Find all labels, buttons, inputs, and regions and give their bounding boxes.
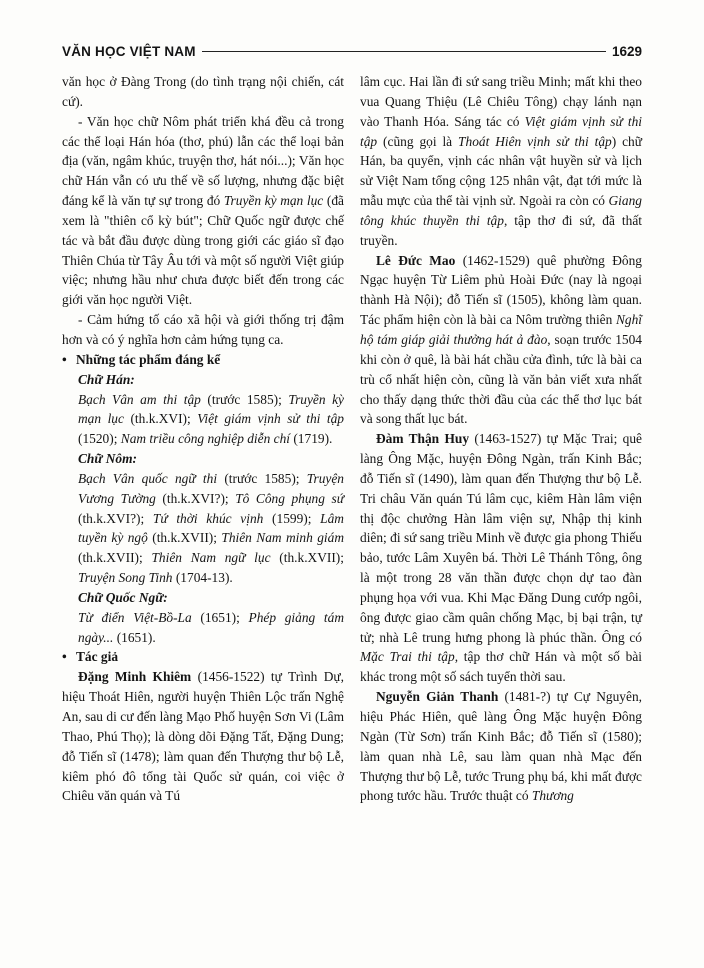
nom-heading: Chữ Nôm: — [78, 451, 137, 467]
page-number: 1629 — [611, 43, 642, 59]
author-entry: Đàm Thận Huy (1463-1527) tự Mặc Trai; quê làng Ông Mặc, huyện Đông Ngàn, trấn Kinh Bắc; đỗ Tiến sĩ (1490), làm quan đến Thượng thư bộ Lễ. Tri châu Văn quán Tú lâm cục, kiêm Hàn lâm viện thị độc chưởng Hàn lâm viện sự, Nhập thị kinh diên; đi sứ sang triều Minh về được gia phong Thiếu bảo, tước Lâm Xuyên bá. Thời Lê Thánh Tông, ông là một trong 28 văn thần được chọn dự tao đàn phụng họa với vua. Khi Mạc Đăng Dung cướp ngôi, ông được giao cầm quân chống Mạc, bị bại trận, tự tử; nhà Lê trung hưng phong là phúc thần. Ông có Mặc Trai thi tập, tập thơ chữ Hán và một số bài khác trong một số sách tuyển thời sau. — [360, 431, 642, 685]
authors-heading: • Tác giả — [62, 647, 344, 667]
paragraph: văn học ở Đàng Trong (do tình trạng nội chiến, cát cứ). — [62, 74, 344, 109]
running-title: VĂN HỌC VIỆT NAM — [62, 43, 196, 59]
paragraph: - Cảm hứng tố cáo xã hội và giới thống trị đậm hơn và có ý nghĩa hơn cảm hứng tụng ca. — [62, 312, 344, 347]
left-column — [62, 72, 344, 806]
author-entry: Đặng Minh Khiêm (1456-1522) tự Trình Dự, hiệu Thoát Hiên, người huyện Thiên Lộc trấn Nghệ An, sau di cư đến làng Mạo Phố huyện Sơn Vi (Lâm Thao, Phú Thọ); là dòng dõi Đặng Tất, Đặng Dung; đỗ Tiến sĩ (1478); làm quan đến Thượng thư bộ Lễ, kiêm phó đô tổng tài Quốc sử quán, coi việc ở Chiêu văn quán và Tú — [62, 669, 344, 804]
author-name: Đặng Minh Khiêm — [78, 669, 192, 685]
quoc-ngu-heading: Chữ Quốc Ngữ: — [78, 589, 168, 605]
han-heading: Chữ Hán: — [78, 371, 135, 387]
paragraph: lâm cục. Hai lần đi sứ sang triều Minh; mất khi theo vua Quang Thiệu (Lê Chiêu Tông) chạy lánh nạn vào Thanh Hóa. Sáng tác có Việt giám vịnh sử thi tập (cũng gọi là Thoát Hiên vịnh sử thi tập) chữ Hán, ba quyển, vịnh các nhân vật huyền sử và lịch sử Việt Nam tổng cộng 125 nhân vật, đạt tới mức là mẫu mực của thể tài vịnh sử. Ngoài ra còn có Giang tông khúc thuyền thi tập, tập thơ đi sứ, đã thất truyền. — [360, 74, 642, 248]
author-name: Đàm Thận Huy — [376, 431, 470, 447]
author-entry: Lê Đức Mao (1462-1529) quê phường Đông Ngạc huyện Từ Liêm phủ Hoài Đức (nay là ngoại thành Hà Nội); đỗ Tiến sĩ (1505), không làm quan. Tác phẩm hiện còn là bài ca Nôm trường thiên Nghĩ hộ tám giáp giải thưởng hát ả đào, soạn trước 1504 khi còn ở quê, là bài hát chầu cửa đình, tức là bài ca trù cổ nhất hiện còn, cũng là văn bản viết xưa nhất cho thấy dạng thức thời đầu của các thể thơ lục bát và song thất lục bát. — [360, 252, 643, 427]
running-header — [62, 40, 642, 62]
han-works-list: Bạch Vân am thi tập (trước 1585); Truyền kỳ mạn lục (th.k.XVI); Việt giám vịnh sử thi tập (1520); Nam triều công nghiệp diễn chí (1719). — [78, 391, 344, 447]
header-rule — [202, 51, 606, 52]
paragraph: - Văn học chữ Nôm phát triển khá đều cả trong các thể loại Hán hóa (thơ, phú) lẫn các thể loại bản địa (văn, ngâm khúc, truyện thơ, hát nói...); Văn học chữ Hán vẫn có ưu thế về số lượng, nhưng đặc biệt đáng kể là văn tự sự trong đó Truyền kỳ mạn lục (đã xem là "thiên cổ kỳ bút"; Chữ Quốc ngữ được chế tác và bắt đầu được dùng trong giới các giáo sĩ đạo Thiên Chúa từ Tây Âu tới và một số người Việt giúp việc; nhưng hầu như chưa được biết đến trong các giới văn học người Việt. — [62, 113, 344, 308]
author-name: Nguyễn Giản Thanh — [376, 689, 499, 705]
author-name: Lê Đức Mao — [376, 252, 456, 268]
author-entry: Nguyễn Giản Thanh (1481-?) tự Cự Nguyên, hiệu Phác Hiên, quê làng Ông Mặc huyện Đông Ngàn (Từ Sơn) trấn Kinh Bắc; đỗ Tiến sĩ (1580); làm quan nhà Lê, sau làm quan nhà Mạc đến Thượng thư bộ Lễ, tước Trung phụ bá, khi mất được phong tước hầu. Trước thuật có Thương — [360, 689, 642, 804]
works-heading: • Những tác phẩm đáng kể — [62, 350, 344, 370]
quoc-ngu-works-list: Từ điển Việt-Bồ-La (1651); Phép giảng tám ngày... (1651). — [78, 609, 344, 645]
right-column — [360, 72, 642, 806]
nom-works-list: Bạch Vân quốc ngữ thi (trước 1585); Truyện Vương Tường (th.k.XVI?); Tô Công phụng sứ (th.k.XVI?); Tứ thời khúc vịnh (1599); Lâm tuyền kỳ ngộ (th.k.XVII); Thiên Nam minh giám (th.k.XVII); Thiên Nam ngữ lục (th.k.XVII); Truyện Song Tinh (1704-13). — [78, 470, 345, 586]
